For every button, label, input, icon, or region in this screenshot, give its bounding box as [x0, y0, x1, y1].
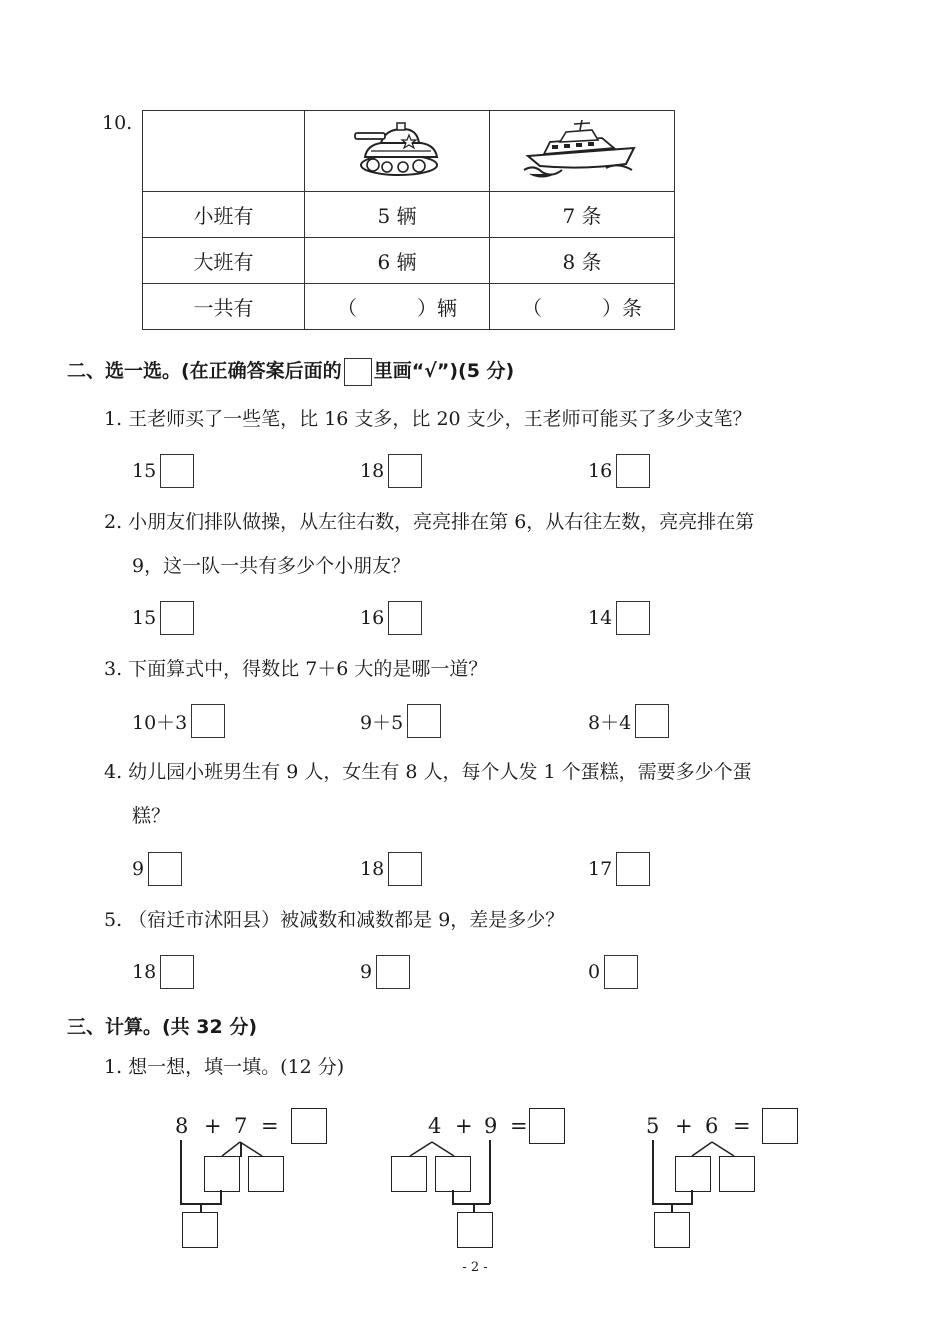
answer-box[interactable]: [291, 1108, 327, 1144]
option-label: 9: [360, 961, 373, 983]
option: [360, 601, 422, 635]
ten-box[interactable]: [457, 1212, 493, 1248]
addend-a: 4: [428, 1114, 442, 1138]
split-box[interactable]: [391, 1156, 427, 1192]
option: [360, 852, 422, 886]
option-label: 10＋3: [132, 711, 188, 734]
option-label: 15: [132, 460, 157, 482]
bracket-line: [489, 1140, 491, 1204]
table-corner-cell: [143, 111, 305, 192]
addend-b: 9: [484, 1114, 498, 1138]
option: [360, 704, 441, 738]
answer-box[interactable]: [762, 1108, 798, 1144]
option: [360, 955, 410, 989]
split-box[interactable]: [719, 1156, 755, 1192]
option: [132, 955, 194, 989]
option: [588, 704, 669, 738]
split-box[interactable]: [204, 1156, 240, 1192]
equals-sign: =: [510, 1114, 528, 1138]
answer-checkbox[interactable]: [191, 704, 225, 738]
addend-b: 7: [234, 1114, 248, 1138]
option-label: 8＋4: [588, 711, 632, 734]
option: [132, 852, 182, 886]
bracket-line: [652, 1140, 654, 1204]
answer-checkbox[interactable]: [160, 454, 194, 488]
addend-a: 8: [175, 1114, 189, 1138]
row-label: 一共有: [143, 284, 305, 330]
answer-checkbox[interactable]: [616, 852, 650, 886]
plus-sign: +: [675, 1114, 693, 1138]
option-label: 16: [360, 607, 385, 629]
split-box[interactable]: [435, 1156, 471, 1192]
answer-checkbox[interactable]: [388, 601, 422, 635]
option-label: 18: [360, 460, 385, 482]
answer-checkbox[interactable]: [388, 454, 422, 488]
tank-count: 6 辆: [305, 238, 490, 284]
section2-title-suffix: 里画“√”)(5 分): [373, 360, 515, 382]
bracket-line: [452, 1203, 490, 1205]
example-box: [344, 358, 372, 386]
option: [588, 955, 638, 989]
bracket-line: [220, 1190, 222, 1204]
question-2-line2: 9，这一队一共有多少个小朋友？: [132, 555, 411, 577]
ten-box[interactable]: [182, 1212, 218, 1248]
tank-icon: [351, 119, 443, 179]
tank-count: 5 辆: [305, 192, 490, 238]
question-3: 3. 下面算式中，得数比 7＋6 大的是哪一道？: [104, 658, 488, 680]
ship-icon: [522, 118, 642, 180]
option: [132, 454, 194, 488]
split-box[interactable]: [248, 1156, 284, 1192]
table-row: [143, 192, 675, 238]
option-label: 16: [588, 460, 613, 482]
option: [588, 454, 650, 488]
page-number: - 2 -: [462, 1260, 488, 1275]
tank-picture-cell: [305, 111, 490, 192]
boat-count: 8 条: [490, 238, 675, 284]
option: [588, 601, 650, 635]
section2-title-prefix: 二、选一选。(在正确答案后面的: [67, 360, 342, 382]
option-label: 14: [588, 607, 613, 629]
answer-checkbox[interactable]: [148, 852, 182, 886]
equals-sign: =: [733, 1114, 751, 1138]
bracket-line: [691, 1190, 693, 1204]
plus-sign: +: [455, 1114, 473, 1138]
option-label: 0: [588, 961, 601, 983]
option: [360, 454, 422, 488]
q10-number: 10.: [102, 112, 133, 134]
bracket-line: [452, 1190, 454, 1204]
question-2: 2. 小朋友们排队做操，从左往右数，亮亮排在第 6，从右往左数，亮亮排在第: [104, 511, 755, 533]
question-4: 4. 幼儿园小班男生有 9 人，女生有 8 人，每个人发 1 个蛋糕，需要多少个蛋: [104, 761, 752, 783]
answer-checkbox[interactable]: [407, 704, 441, 738]
table-row: [143, 238, 675, 284]
option-label: 9: [132, 858, 145, 880]
option-label: 15: [132, 607, 157, 629]
option: [588, 852, 650, 886]
split-box[interactable]: [675, 1156, 711, 1192]
section3-subquestion-1: 1. 想一想，填一填。(12 分): [104, 1056, 345, 1078]
answer-checkbox[interactable]: [604, 955, 638, 989]
option-label: 9＋5: [360, 711, 404, 734]
option-label: 17: [588, 858, 613, 880]
plus-sign: +: [204, 1114, 222, 1138]
answer-checkbox[interactable]: [388, 852, 422, 886]
answer-checkbox[interactable]: [616, 601, 650, 635]
option: [132, 704, 225, 738]
table-row: [143, 284, 675, 330]
question-4-line2: 糕？: [132, 805, 171, 827]
row-label: 小班有: [143, 192, 305, 238]
bracket-line: [180, 1140, 182, 1204]
addend-a: 5: [646, 1114, 660, 1138]
answer-checkbox[interactable]: [376, 955, 410, 989]
option-label: 18: [132, 961, 157, 983]
answer-box[interactable]: [529, 1108, 565, 1144]
boat-count: 7 条: [490, 192, 675, 238]
answer-checkbox[interactable]: [616, 454, 650, 488]
ten-box[interactable]: [654, 1212, 690, 1248]
answer-checkbox[interactable]: [635, 704, 669, 738]
tank-total-blank[interactable]: （ ）辆: [305, 284, 490, 330]
option-label: 18: [360, 858, 385, 880]
q10-table: [142, 110, 675, 330]
addend-b: 6: [705, 1114, 719, 1138]
row-label: 大班有: [143, 238, 305, 284]
boat-picture-cell: [490, 111, 675, 192]
option: [132, 601, 194, 635]
bracket-line: [652, 1203, 693, 1205]
equals-sign: =: [261, 1114, 279, 1138]
question-1: 1. 王老师买了一些笔，比 16 支多，比 20 支少，王老师可能买了多少支笔？: [104, 408, 752, 430]
answer-checkbox[interactable]: [160, 955, 194, 989]
answer-checkbox[interactable]: [160, 601, 194, 635]
boat-total-blank[interactable]: （ ）条: [490, 284, 675, 330]
section2-title: [67, 356, 514, 386]
question-5: 5. （宿迁市沭阳县）被减数和减数都是 9，差是多少？: [104, 909, 565, 931]
section3-title: 三、计算。(共 32 分): [67, 1016, 258, 1038]
